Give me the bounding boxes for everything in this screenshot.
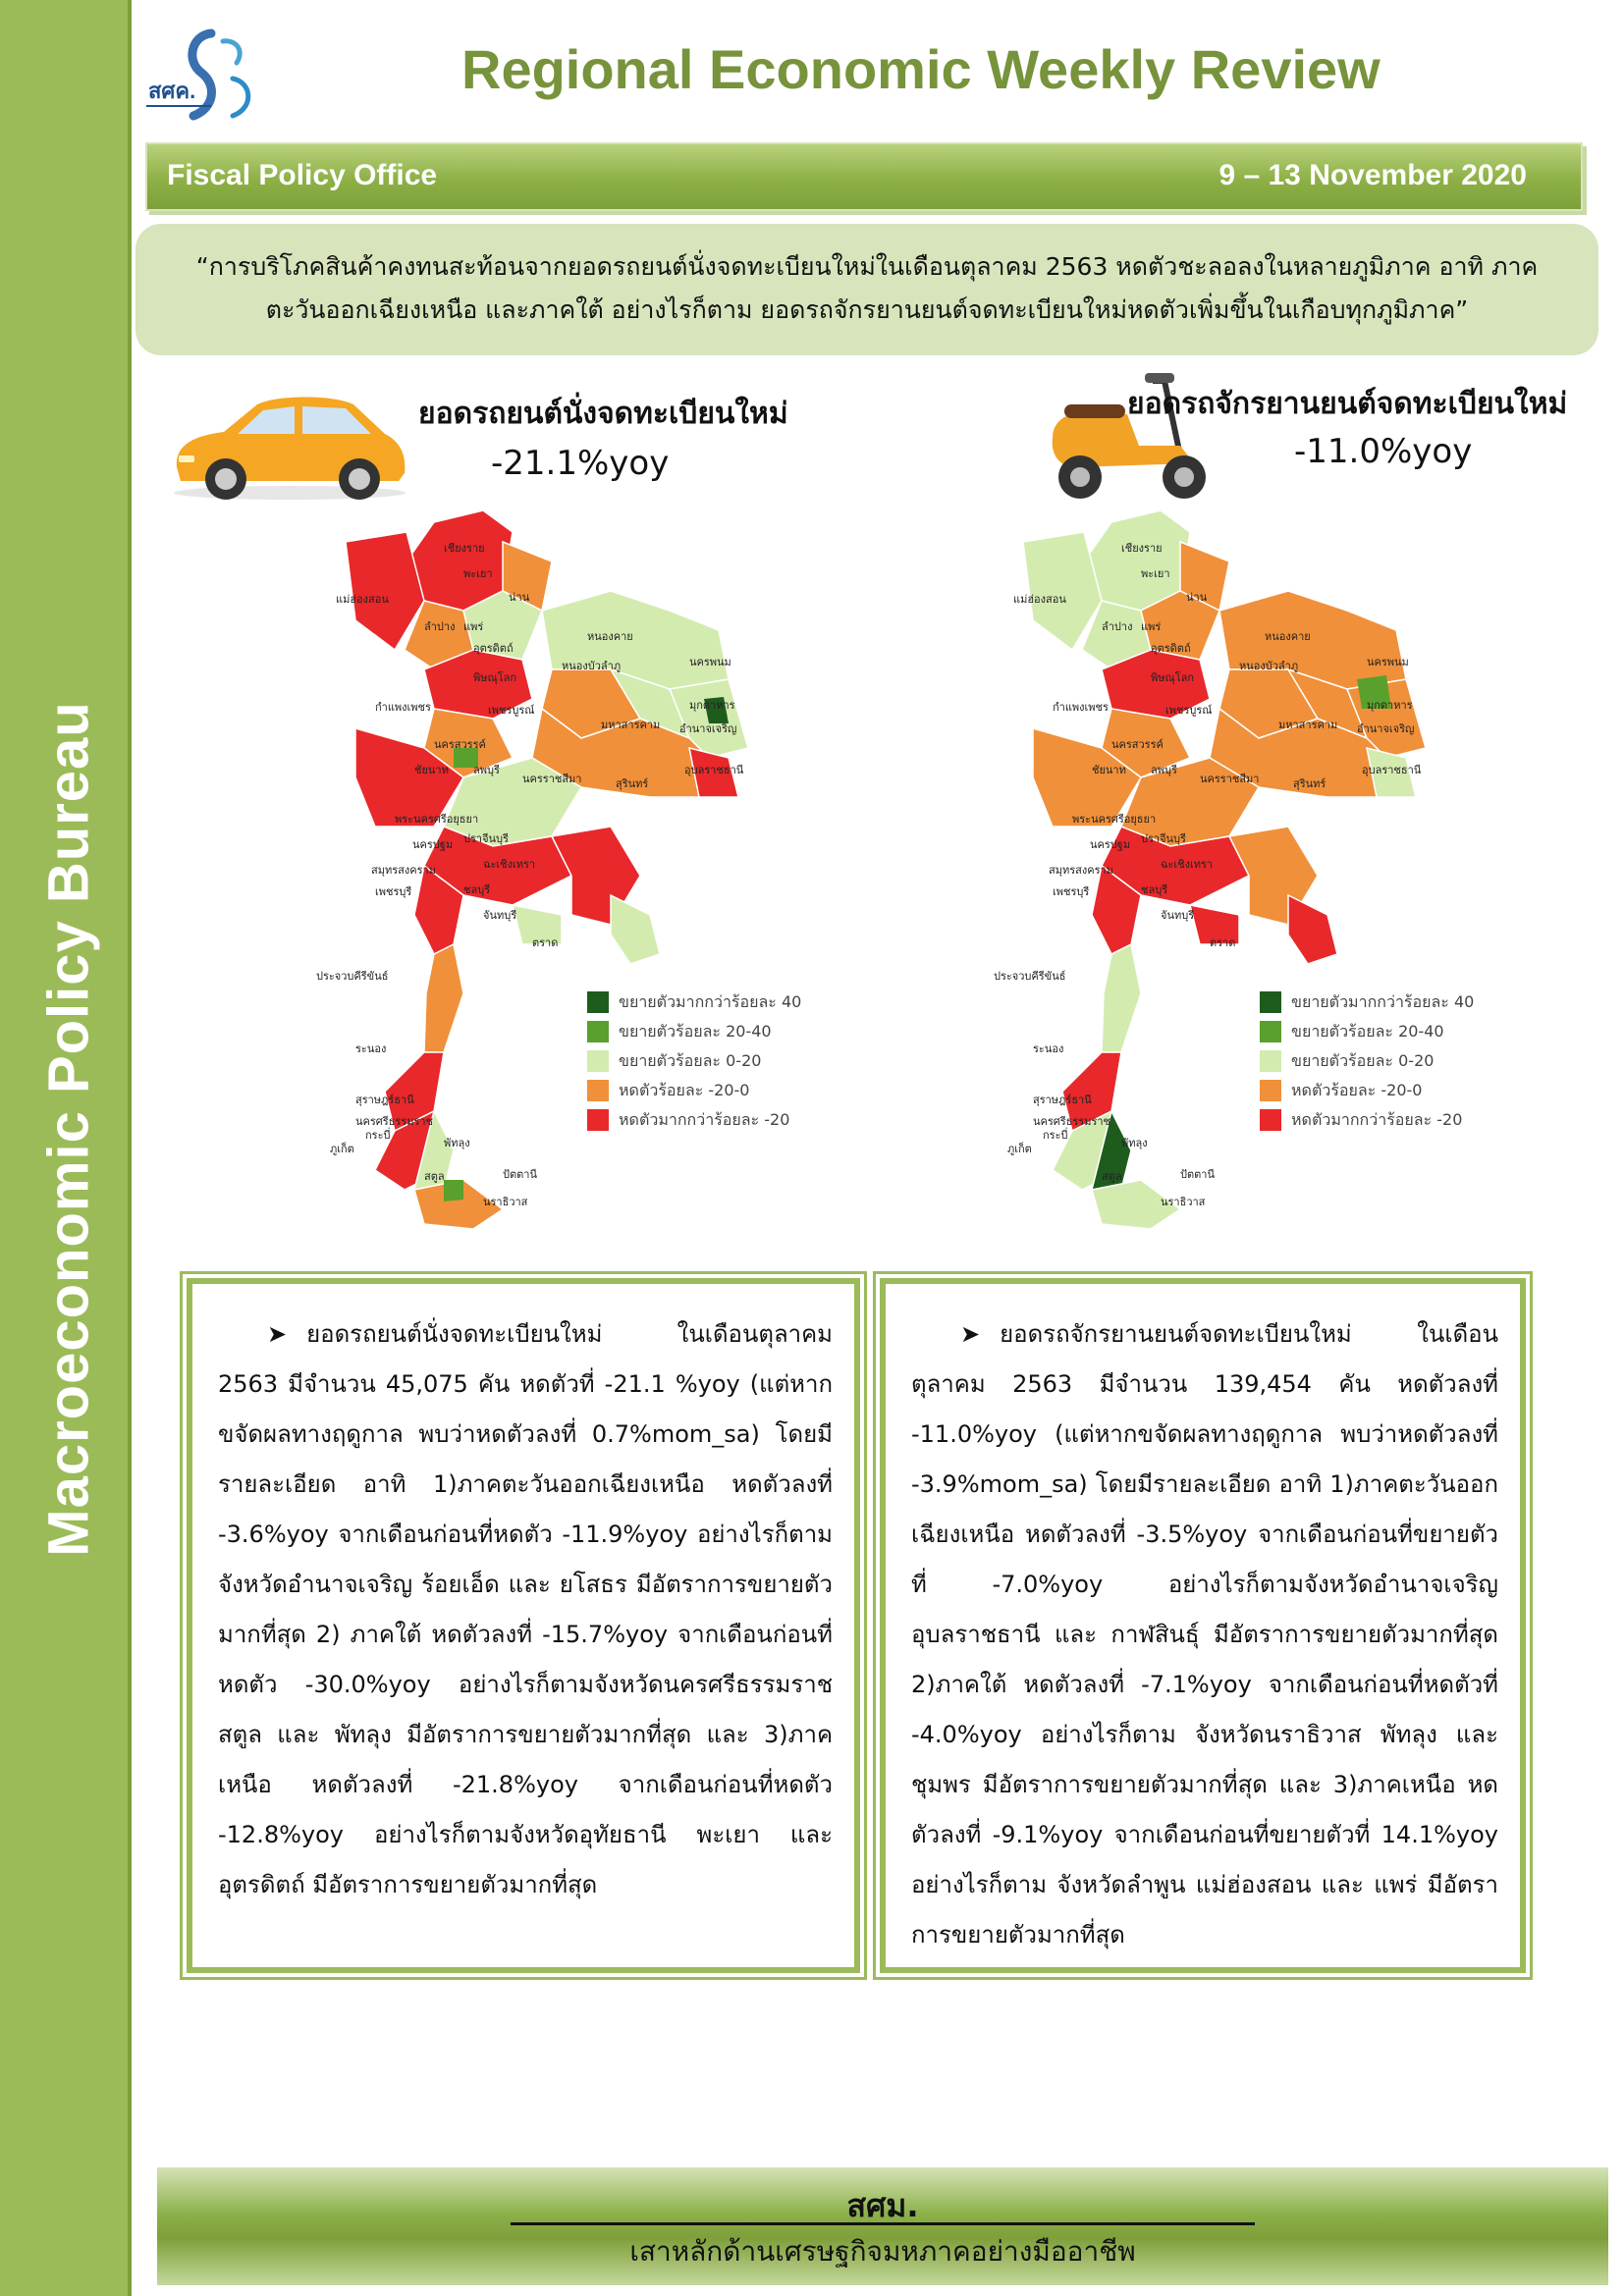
map-label: กำแพงเพชร bbox=[375, 701, 431, 714]
map-label: สมุทรสงคราม bbox=[371, 864, 436, 877]
legend-label: ขยายตัวร้อยละ 20-40 bbox=[619, 1021, 772, 1041]
legend-item bbox=[587, 1046, 801, 1076]
map-label: แม่ฮ่องสอน bbox=[336, 593, 389, 606]
map-label: เพชรบุรี bbox=[1053, 885, 1090, 898]
map-label: ประจวบคีรีขันธ์ bbox=[316, 970, 389, 983]
legend-item bbox=[587, 1076, 801, 1105]
map-label: พัทลุง bbox=[1121, 1137, 1148, 1149]
map-label: นครปฐม bbox=[1090, 838, 1131, 851]
map-label: ฉะเชิงเทรา bbox=[1161, 858, 1214, 871]
map-label: นครสวรรค์ bbox=[434, 738, 486, 751]
footer-bar bbox=[157, 2167, 1608, 2285]
page-title: Regional Economic Weekly Review bbox=[461, 38, 1380, 100]
map-label: หนองบัวลำภู bbox=[562, 660, 622, 672]
map-label: สุราษฎร์ธานี bbox=[1033, 1094, 1092, 1106]
map-label: เพชรบูรณ์ bbox=[1165, 704, 1213, 717]
map-label: มหาสารคาม bbox=[601, 719, 661, 731]
map-label: นครราชสีมา bbox=[522, 773, 582, 785]
map-label: พระนครศรีอยุธยา bbox=[395, 813, 479, 826]
map-label: ชลบุรี bbox=[463, 883, 491, 896]
map-label: มุกดาหาร bbox=[1367, 699, 1413, 712]
motorcycle-analysis-text: ยอดรถจักรยานยนต์จดทะเบียนใหม่ ในเดือนตุลาคม 2563 มีจำนวน 139,454 คัน หดตัวลงที่ -11.0%yoy (แต่หากขจัดผลทางฤดูกาล พบว่าหดตัวลงที่ -3.9%mom_sa) โดยมีรายละเอียด อาทิ 1)ภาคตะวันออกเฉียงเหนือ หดตัวลงที่ -3.5%yoy จากเดือนก่อนที่ขยายตัวที่ -7.0%yoy อย่างไรก็ตามจังหวัดอำนาจเจริญ อุบลราชธานี และ กาฬสินธุ์ มีอัตราการขยายตัวมากที่สุด 2)ภาคใต้ หดตัวลงที่ -7.1%yoy จากเดือนก่อนที่หดตัวที่ -4.0%yoy อย่างไรก็ตาม จังหวัดนราธิวาส พัทลุง และ ชุมพร มีอัตราการขยายตัวมากที่สุด และ 3)ภาคเหนือ หดตัวลงที่ -9.1%yoy จากเดือนก่อนที่ขยายตัวที่ 14.1%yoy อย่างไรก็ตาม จังหวัดลำพูน แม่ฮ่องสอน และ แพร่ มีอัตราการขยายตัวมากที่สุด bbox=[911, 1320, 1498, 1949]
legend-swatch bbox=[587, 1080, 609, 1101]
map-label: ระนอง bbox=[1033, 1042, 1064, 1055]
map-label: พิษณุโลก bbox=[473, 671, 517, 684]
map-label: หนองบัวลำภู bbox=[1239, 660, 1299, 672]
legend-label: หดตัวมากกว่าร้อยละ -20 bbox=[619, 1109, 790, 1129]
map-label: พระนครศรีอยุธยา bbox=[1072, 813, 1157, 826]
map-label: ปัตตานี bbox=[1180, 1168, 1215, 1181]
motorcycle-label: ยอดรถจักรยานยนต์จดทะเบียนใหม่ bbox=[1127, 387, 1568, 421]
legend-label: ขยายตัวร้อยละ 0-20 bbox=[619, 1050, 762, 1070]
map-label: หนองคาย bbox=[587, 630, 633, 643]
car-value: -21.1%yoy bbox=[491, 444, 670, 483]
legend-swatch bbox=[1260, 1021, 1281, 1042]
legend-item bbox=[587, 988, 801, 1017]
map-label: มหาสารคาม bbox=[1278, 719, 1338, 731]
map-label: น่าน bbox=[509, 591, 530, 604]
map-label: นครศรีธรรมราช bbox=[1033, 1115, 1111, 1128]
map-label: นครพนม bbox=[689, 656, 731, 668]
map-label: ชลบุรี bbox=[1141, 883, 1168, 896]
map-label: จันทบุรี bbox=[483, 909, 517, 922]
map-label: อุบลราชธานี bbox=[1362, 764, 1422, 776]
sidebar bbox=[0, 0, 132, 2296]
map-label: พะเยา bbox=[463, 567, 493, 580]
map-label: ฉะเชิงเทรา bbox=[483, 858, 536, 871]
legend-label: ขยายตัวร้อยละ 20-40 bbox=[1291, 1021, 1444, 1041]
map-label: ตราด bbox=[532, 936, 559, 949]
legend-label: หดตัวร้อยละ -20-0 bbox=[619, 1080, 750, 1099]
legend-label: หดตัวร้อยละ -20-0 bbox=[1291, 1080, 1423, 1099]
sidebar-title: Macroeconomic Policy Bureau bbox=[36, 701, 101, 1557]
map-label: เชียงราย bbox=[1121, 542, 1163, 555]
map-label: เพชรบุรี bbox=[375, 885, 412, 898]
map-label: นราธิวาส bbox=[483, 1196, 528, 1208]
motorcycle-analysis-box bbox=[880, 1278, 1526, 1973]
legend-swatch bbox=[1260, 991, 1281, 1013]
legend-item bbox=[1260, 1017, 1474, 1046]
map-label: เชียงราย bbox=[444, 542, 485, 555]
motorcycle-map-legend bbox=[1260, 988, 1474, 1135]
legend-swatch bbox=[587, 991, 609, 1013]
legend-swatch bbox=[1260, 1050, 1281, 1072]
fpo-logo bbox=[142, 22, 285, 130]
map-label: พัทลุง bbox=[444, 1137, 470, 1149]
footer-subtitle: เสาหลักด้านเศรษฐกิจมหภาคอย่างมืออาชีพ bbox=[629, 2235, 1136, 2268]
legend-item bbox=[1260, 1046, 1474, 1076]
map-label: ภูเก็ต bbox=[1007, 1143, 1032, 1155]
report-date: 9 – 13 November 2020 bbox=[1218, 159, 1527, 191]
car-icon bbox=[167, 391, 412, 507]
map-label: อำนาจเจริญ bbox=[679, 722, 737, 735]
office-name: Fiscal Policy Office bbox=[167, 159, 438, 191]
map-label: ระนอง bbox=[355, 1042, 387, 1055]
legend-item bbox=[1260, 988, 1474, 1017]
map-label: เพชรบูรณ์ bbox=[488, 704, 535, 717]
car-analysis-text: ยอดรถยนต์นั่งจดทะเบียนใหม่ ในเดือนตุลาคม 2563 มีจำนวน 45,075 คัน หดตัวที่ -21.1 %yoy (แต่หากขจัดผลทางฤดูกาล พบว่าหดตัวลงที่ 0.7%mom_sa) โดยมีรายละเอียด อาทิ 1)ภาคตะวันออกเฉียงเหนือ หดตัวลงที่ -3.6%yoy จากเดือนก่อนที่หดตัว -11.9%yoy อย่างไรก็ตาม จังหวัดอำนาจเจริญ ร้อยเอ็ด และ ยโสธร มีอัตราการขยายตัวมากที่สุด 2) ภาคใต้ หดตัวลงที่ -15.7%yoy จากเดือนก่อนที่หดตัว -30.0%yoy อย่างไรก็ตามจังหวัดนครศรีธรรมราช สตูล และ พัทลุง มีอัตราการขยายตัวมากที่สุด และ 3)ภาคเหนือ หดตัวลงที่ -21.8%yoy จากเดือนก่อนที่หดตัว -12.8%yoy อย่างไรก็ตามจังหวัดอุทัยธานี พะเยา และ อุตรดิตถ์ มีอัตราการขยายตัวมากที่สุด bbox=[218, 1320, 833, 1898]
map-label: มุกดาหาร bbox=[689, 699, 735, 712]
map-label: แม่ฮ่องสอน bbox=[1013, 593, 1066, 606]
map-label: อุตรดิตถ์ bbox=[1151, 642, 1191, 655]
legend-swatch bbox=[1260, 1080, 1281, 1101]
map-label: ลพบุรี bbox=[473, 764, 500, 776]
map-label: ปราจีนบุรี bbox=[463, 832, 509, 845]
map-label: ปราจีนบุรี bbox=[1141, 832, 1186, 845]
map-label: จันทบุรี bbox=[1161, 909, 1195, 922]
map-label: สมุทรสงคราม bbox=[1049, 864, 1113, 877]
map-label: กระบี่ bbox=[365, 1129, 391, 1142]
legend-label: ขยายตัวมากกว่าร้อยละ 40 bbox=[619, 991, 802, 1011]
map-label: แพร่ bbox=[1141, 620, 1162, 633]
legend-label: หดตัวมากกว่าร้อยละ -20 bbox=[1291, 1109, 1463, 1129]
legend-swatch bbox=[587, 1021, 609, 1042]
map-label: สุรินทร์ bbox=[616, 777, 649, 790]
arrow-bullet-icon: ➤ bbox=[267, 1320, 288, 1348]
map-label: ชัยนาท bbox=[1092, 764, 1126, 776]
legend-label: ขยายตัวร้อยละ 0-20 bbox=[1291, 1050, 1435, 1070]
map-label: กระบี่ bbox=[1043, 1129, 1068, 1142]
legend-label: ขยายตัวมากกว่าร้อยละ 40 bbox=[1291, 991, 1475, 1011]
car-analysis-box bbox=[187, 1278, 860, 1973]
map-label: หนองคาย bbox=[1265, 630, 1311, 643]
map-label: ปัตตานี bbox=[503, 1168, 537, 1181]
map-label: นราธิวาส bbox=[1161, 1196, 1206, 1208]
arrow-bullet-icon: ➤ bbox=[960, 1320, 981, 1348]
map-label: ตราด bbox=[1210, 936, 1236, 949]
map-label: นครปฐม bbox=[412, 838, 454, 851]
map-label: นครสวรรค์ bbox=[1111, 738, 1164, 751]
summary-quote: “การบริโภคสินค้าคงทนสะท้อนจากยอดรถยนต์นั่งจดทะเบียนใหม่ในเดือนตุลาคม 2563 หดตัวชะลอลงในหลายภูมิภาค อาทิ ภาคตะวันออกเฉียงเหนือ และภาคใต้ อย่างไรก็ตาม ยอดรถจักรยานยนต์จดทะเบียนใหม่หดตัวเพิ่มขึ้นในเกือบทุกภูมิภาค” bbox=[135, 224, 1598, 355]
legend-item bbox=[587, 1105, 801, 1135]
map-label: อำนาจเจริญ bbox=[1357, 722, 1415, 735]
legend-swatch bbox=[1260, 1109, 1281, 1131]
map-label: ลำปาง bbox=[424, 620, 456, 633]
car-map-legend bbox=[587, 988, 801, 1135]
logo-text: สศค. bbox=[148, 79, 196, 103]
map-label: อุตรดิตถ์ bbox=[473, 642, 514, 655]
legend-swatch bbox=[587, 1050, 609, 1072]
legend-item bbox=[1260, 1076, 1474, 1105]
footer-title: สศม. bbox=[846, 2187, 919, 2224]
map-label: พิษณุโลก bbox=[1151, 671, 1195, 684]
map-label: ประจวบคีรีขันธ์ bbox=[994, 970, 1066, 983]
map-label: สุราษฎร์ธานี bbox=[355, 1094, 414, 1106]
map-label: แพร่ bbox=[463, 620, 484, 633]
motorcycle-value: -11.0%yoy bbox=[1294, 432, 1473, 471]
map-label: นครพนม bbox=[1367, 656, 1409, 668]
map-label: อุบลราชธานี bbox=[684, 764, 744, 776]
legend-swatch bbox=[587, 1109, 609, 1131]
map-label: ลำปาง bbox=[1102, 620, 1133, 633]
legend-item bbox=[1260, 1105, 1474, 1135]
map-label: ลพบุรี bbox=[1151, 764, 1177, 776]
map-label: ภูเก็ต bbox=[330, 1143, 354, 1155]
header-bar bbox=[145, 142, 1583, 211]
car-label: ยอดรถยนต์นั่งจดทะเบียนใหม่ bbox=[418, 397, 788, 431]
map-label: ชัยนาท bbox=[414, 764, 449, 776]
map-label: นครราชสีมา bbox=[1200, 773, 1260, 785]
map-label: สตูล bbox=[1102, 1170, 1122, 1183]
map-label: สุรินทร์ bbox=[1293, 777, 1326, 790]
map-label: น่าน bbox=[1186, 591, 1208, 604]
footer-divider bbox=[511, 2222, 1255, 2225]
map-label: สตูล bbox=[424, 1170, 445, 1183]
legend-item bbox=[587, 1017, 801, 1046]
map-label: นครศรีธรรมราช bbox=[355, 1115, 434, 1128]
map-label: พะเยา bbox=[1141, 567, 1170, 580]
map-label: กำแพงเพชร bbox=[1053, 701, 1109, 714]
